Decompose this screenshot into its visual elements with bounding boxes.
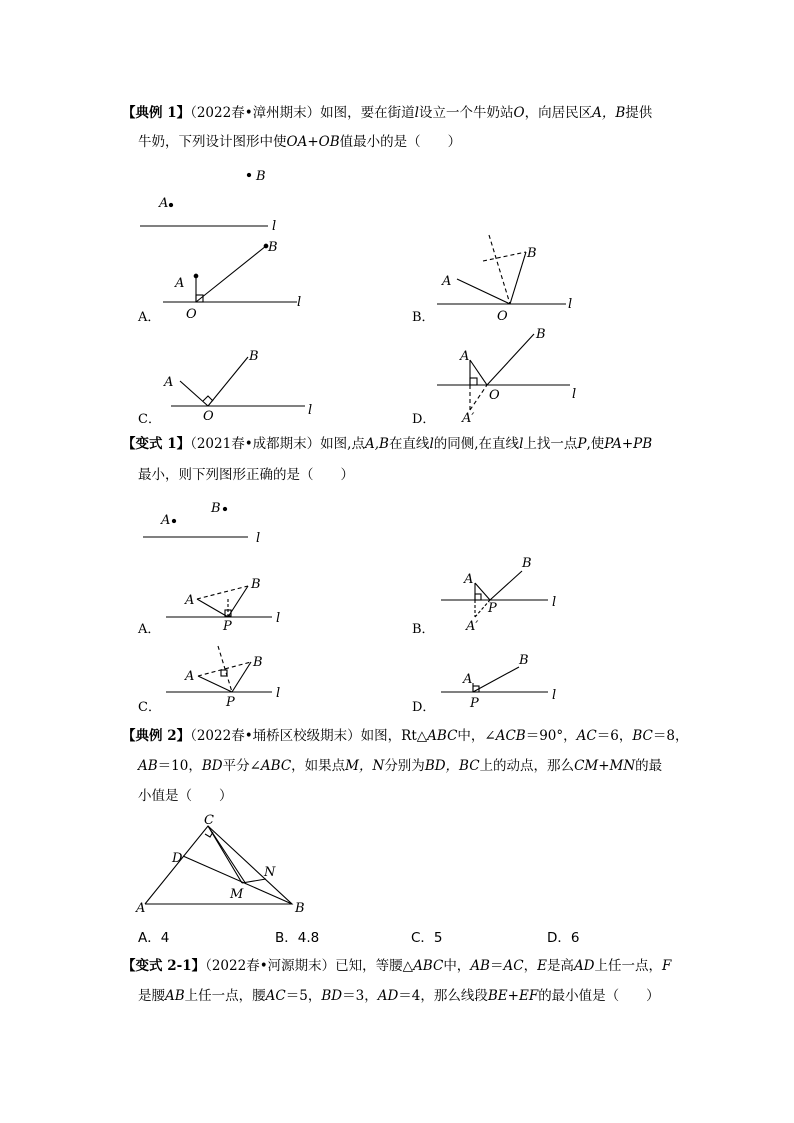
svg-text:A′: A′ bbox=[462, 411, 475, 426]
ex1-figure-c bbox=[171, 357, 305, 406]
svg-text:B．: B． bbox=[412, 622, 435, 637]
svg-text:l: l bbox=[297, 295, 302, 310]
svg-text:l: l bbox=[256, 531, 261, 546]
ex1-line2: 牛奶，下列设计图形中使OA+OB值最小的是（ ） bbox=[138, 134, 462, 150]
svg-text:A: A bbox=[464, 572, 474, 587]
svg-text:D．: D． bbox=[412, 412, 436, 427]
option-letters bbox=[137, 310, 435, 715]
svg-text:P: P bbox=[470, 696, 479, 711]
svg-text:N: N bbox=[264, 865, 276, 880]
svg-text:D: D bbox=[172, 851, 183, 866]
svg-text:B: B bbox=[295, 901, 305, 916]
svg-text:P: P bbox=[223, 619, 232, 634]
svg-text:A: A bbox=[463, 672, 473, 687]
svg-text:D．: D． bbox=[412, 700, 436, 715]
ex2-option-d: D．6 bbox=[547, 930, 580, 946]
var1-line1: 【变式 1】（2021春•成都期末）如图,点A,B在直线l的同侧,在直线l上找一点P,使PA+PB bbox=[122, 436, 653, 452]
svg-text:B: B bbox=[527, 246, 537, 261]
var1-given-figure bbox=[143, 507, 248, 537]
point-a bbox=[169, 203, 172, 206]
svg-text:l: l bbox=[308, 403, 313, 418]
svg-text:A: A bbox=[161, 513, 171, 528]
svg-text:l: l bbox=[568, 297, 573, 312]
svg-text:A′: A′ bbox=[466, 619, 479, 634]
ex1-figure-d bbox=[437, 334, 570, 410]
ex2-line3: 小值是（ ） bbox=[138, 788, 233, 804]
var21-line2: 是腰AB上任一点，腰AC＝5，BD＝3，AD＝4，那么线段BE+EF的最小值是（ ） bbox=[138, 988, 660, 1004]
svg-text:l: l bbox=[276, 686, 281, 701]
svg-text:P: P bbox=[226, 695, 235, 710]
svg-text:A: A bbox=[136, 901, 146, 916]
svg-text:l: l bbox=[572, 387, 577, 402]
svg-text:A: A bbox=[185, 669, 195, 684]
svg-text:l: l bbox=[552, 595, 557, 610]
svg-text:l: l bbox=[276, 611, 281, 626]
var1-figure-d bbox=[441, 667, 548, 692]
svg-text:A: A bbox=[164, 375, 174, 390]
svg-text:O: O bbox=[497, 309, 508, 324]
svg-text:O: O bbox=[203, 409, 214, 424]
svg-text:B: B bbox=[268, 240, 278, 255]
var21-line1: 【变式 2-1】（2022春•河源期末）已知，等腰△ABC中，AB＝AC，E是高AD上任一点，F bbox=[122, 958, 672, 974]
svg-text:A: A bbox=[442, 274, 452, 289]
svg-text:C: C bbox=[204, 813, 214, 828]
svg-text:O: O bbox=[186, 307, 197, 322]
svg-text:B: B bbox=[256, 169, 266, 184]
svg-text:B: B bbox=[536, 327, 546, 342]
svg-text:A: A bbox=[159, 196, 169, 211]
svg-text:A: A bbox=[185, 593, 195, 608]
svg-text:B．: B． bbox=[412, 310, 435, 325]
ex1-figure-b bbox=[437, 235, 566, 304]
svg-text:B: B bbox=[519, 653, 529, 668]
ex2-option-b: B．4.8 bbox=[275, 930, 320, 946]
svg-text:M: M bbox=[230, 887, 244, 902]
ex1-line1: 【典例 1】（2022春•漳州期末）如图，要在街道l设立一个牛奶站O，向居民区A，B提供 bbox=[122, 105, 653, 121]
svg-text:B: B bbox=[249, 349, 259, 364]
svg-text:l: l bbox=[272, 219, 277, 234]
ex2-line1: 【典例 2】（2022春•埇桥区校级期末）如图，Rt△ABC中，∠ACB＝90°，AC＝6，BC＝8， bbox=[122, 728, 689, 744]
svg-text:A: A bbox=[175, 276, 185, 291]
svg-text:A．: A． bbox=[138, 310, 161, 325]
svg-text:l: l bbox=[552, 688, 557, 703]
svg-text:C．: C． bbox=[138, 700, 161, 715]
svg-text:B: B bbox=[211, 501, 221, 516]
svg-text:O: O bbox=[489, 388, 500, 403]
figure-labels bbox=[135, 169, 576, 916]
svg-text:A: A bbox=[460, 349, 470, 364]
svg-text:B: B bbox=[251, 577, 261, 592]
ex2-option-a: A．4 bbox=[138, 930, 170, 946]
var1-line2: 最小，则下列图形正确的是（ ） bbox=[138, 467, 354, 483]
svg-text:B: B bbox=[522, 556, 532, 571]
ex2-line2: AB＝10，BD平分∠ABC，如果点M，N分别为BD，BC上的动点，那么CM+MN的最 bbox=[138, 758, 663, 774]
svg-text:A．: A． bbox=[138, 622, 161, 637]
svg-text:P: P bbox=[488, 601, 497, 616]
svg-text:C．: C． bbox=[138, 412, 161, 427]
svg-text:B: B bbox=[253, 655, 263, 670]
point-b bbox=[247, 173, 250, 176]
ex2-option-c: C．5 bbox=[411, 930, 443, 946]
